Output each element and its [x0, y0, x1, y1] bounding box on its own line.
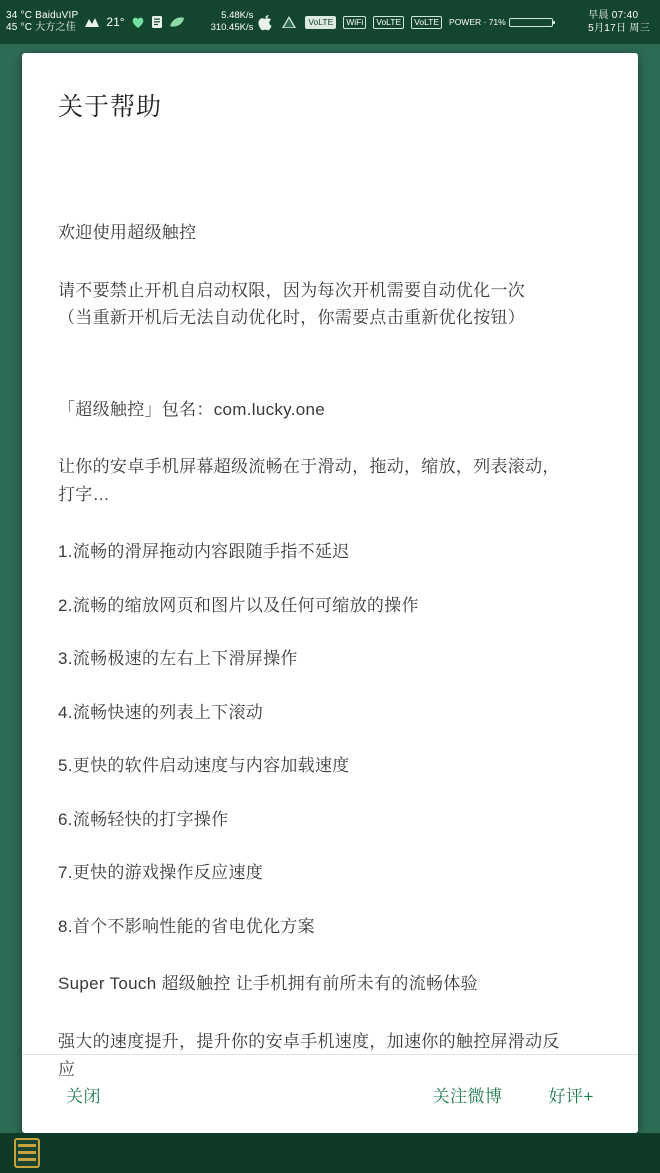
leaf-icon — [169, 16, 185, 28]
notice-line-1: 请不要禁止开机自启动权限，因为每次开机需要自动优化一次 — [58, 280, 526, 300]
feature-item: 1.流畅的滑屏拖动内容跟随手指不延迟 — [58, 542, 350, 562]
feature-item: 5.更快的软件启动速度与内容加载速度 — [58, 756, 350, 776]
feature-item: 6.流畅轻快的打字操作 — [58, 809, 229, 829]
feature-item: 2.流畅的缩放网页和图片以及任何可缩放的操作 — [58, 595, 419, 615]
apple-icon — [260, 15, 273, 30]
signal-icon — [280, 15, 298, 29]
about-help-dialog — [22, 53, 638, 1133]
description-line-2: 打字… — [58, 484, 110, 504]
page-title: 关于帮助 — [58, 93, 163, 121]
app-emblem-icon[interactable] — [14, 1138, 40, 1168]
power-label: POWER · 71% — [449, 17, 506, 27]
package-name-line: 「超级触控」包名：com.lucky.one — [58, 399, 325, 419]
follow-weibo-button[interactable]: 关注微博 — [423, 1074, 513, 1115]
welcome-text: 欢迎使用超级触控 — [58, 223, 197, 242]
clock-label: 早晨 07:40 — [588, 10, 639, 21]
temperature-label: 21° — [106, 15, 125, 29]
weather-line-1: 34 °C BaiduVIP — [6, 9, 79, 21]
note-icon — [151, 15, 163, 29]
bottom-nav-bar — [0, 1133, 660, 1173]
description-line-1: 让你的安卓手机屏幕超级流畅在于滑动，拖动，缩放，列表滚动， — [58, 457, 560, 477]
brand-line: Super Touch 超级触控 让手机拥有前所未有的流畅体验 — [58, 974, 478, 994]
rate-button[interactable]: 好评+ — [539, 1074, 604, 1115]
volte-badge-2: VoLTE — [411, 16, 442, 29]
battery-icon — [509, 18, 553, 27]
tail-line-2: 应 — [58, 1059, 76, 1079]
feature-item: 4.流畅快速的列表上下滚动 — [58, 702, 264, 722]
date-label: 5月17日 周三 — [588, 23, 650, 34]
notice-line-2: （当重新开机后无法自动优化时，你需要点击重新优化按钮） — [58, 308, 526, 328]
status-bar — [0, 0, 660, 44]
volte-badge-1: VoLTE — [373, 16, 404, 29]
close-button[interactable]: 关闭 — [56, 1074, 111, 1115]
wifi-label: WiFi — [343, 16, 366, 29]
status-bar-middle — [211, 10, 553, 34]
feature-item: 8.首个不影响性能的省电优化方案 — [58, 916, 315, 936]
dialog-action-bar — [22, 1055, 638, 1133]
weather-info — [6, 10, 78, 35]
status-bar-left — [6, 10, 185, 35]
volte-label: VoLTE — [305, 16, 336, 29]
network-speed — [211, 10, 254, 34]
dialog-content[interactable] — [22, 145, 638, 1079]
mountain-icon — [84, 16, 100, 28]
network-speed-up: 5.48K/s — [221, 10, 254, 22]
status-bar-right — [588, 9, 654, 35]
feature-item: 7.更快的游戏操作反应速度 — [58, 863, 264, 883]
dialog-action-group-right — [423, 1074, 604, 1115]
heart-icon — [131, 16, 145, 29]
tail-line-1: 强大的速度提升，提升你的安卓手机速度，加速你的触控屏滑动反 — [58, 1031, 560, 1051]
network-speed-down: 310.45K/s — [210, 22, 254, 33]
weather-line-2: 45 °C 大方之佳 — [6, 22, 76, 33]
power-indicator — [449, 17, 553, 27]
feature-item: 3.流畅极速的左右上下滑屏操作 — [58, 649, 298, 669]
